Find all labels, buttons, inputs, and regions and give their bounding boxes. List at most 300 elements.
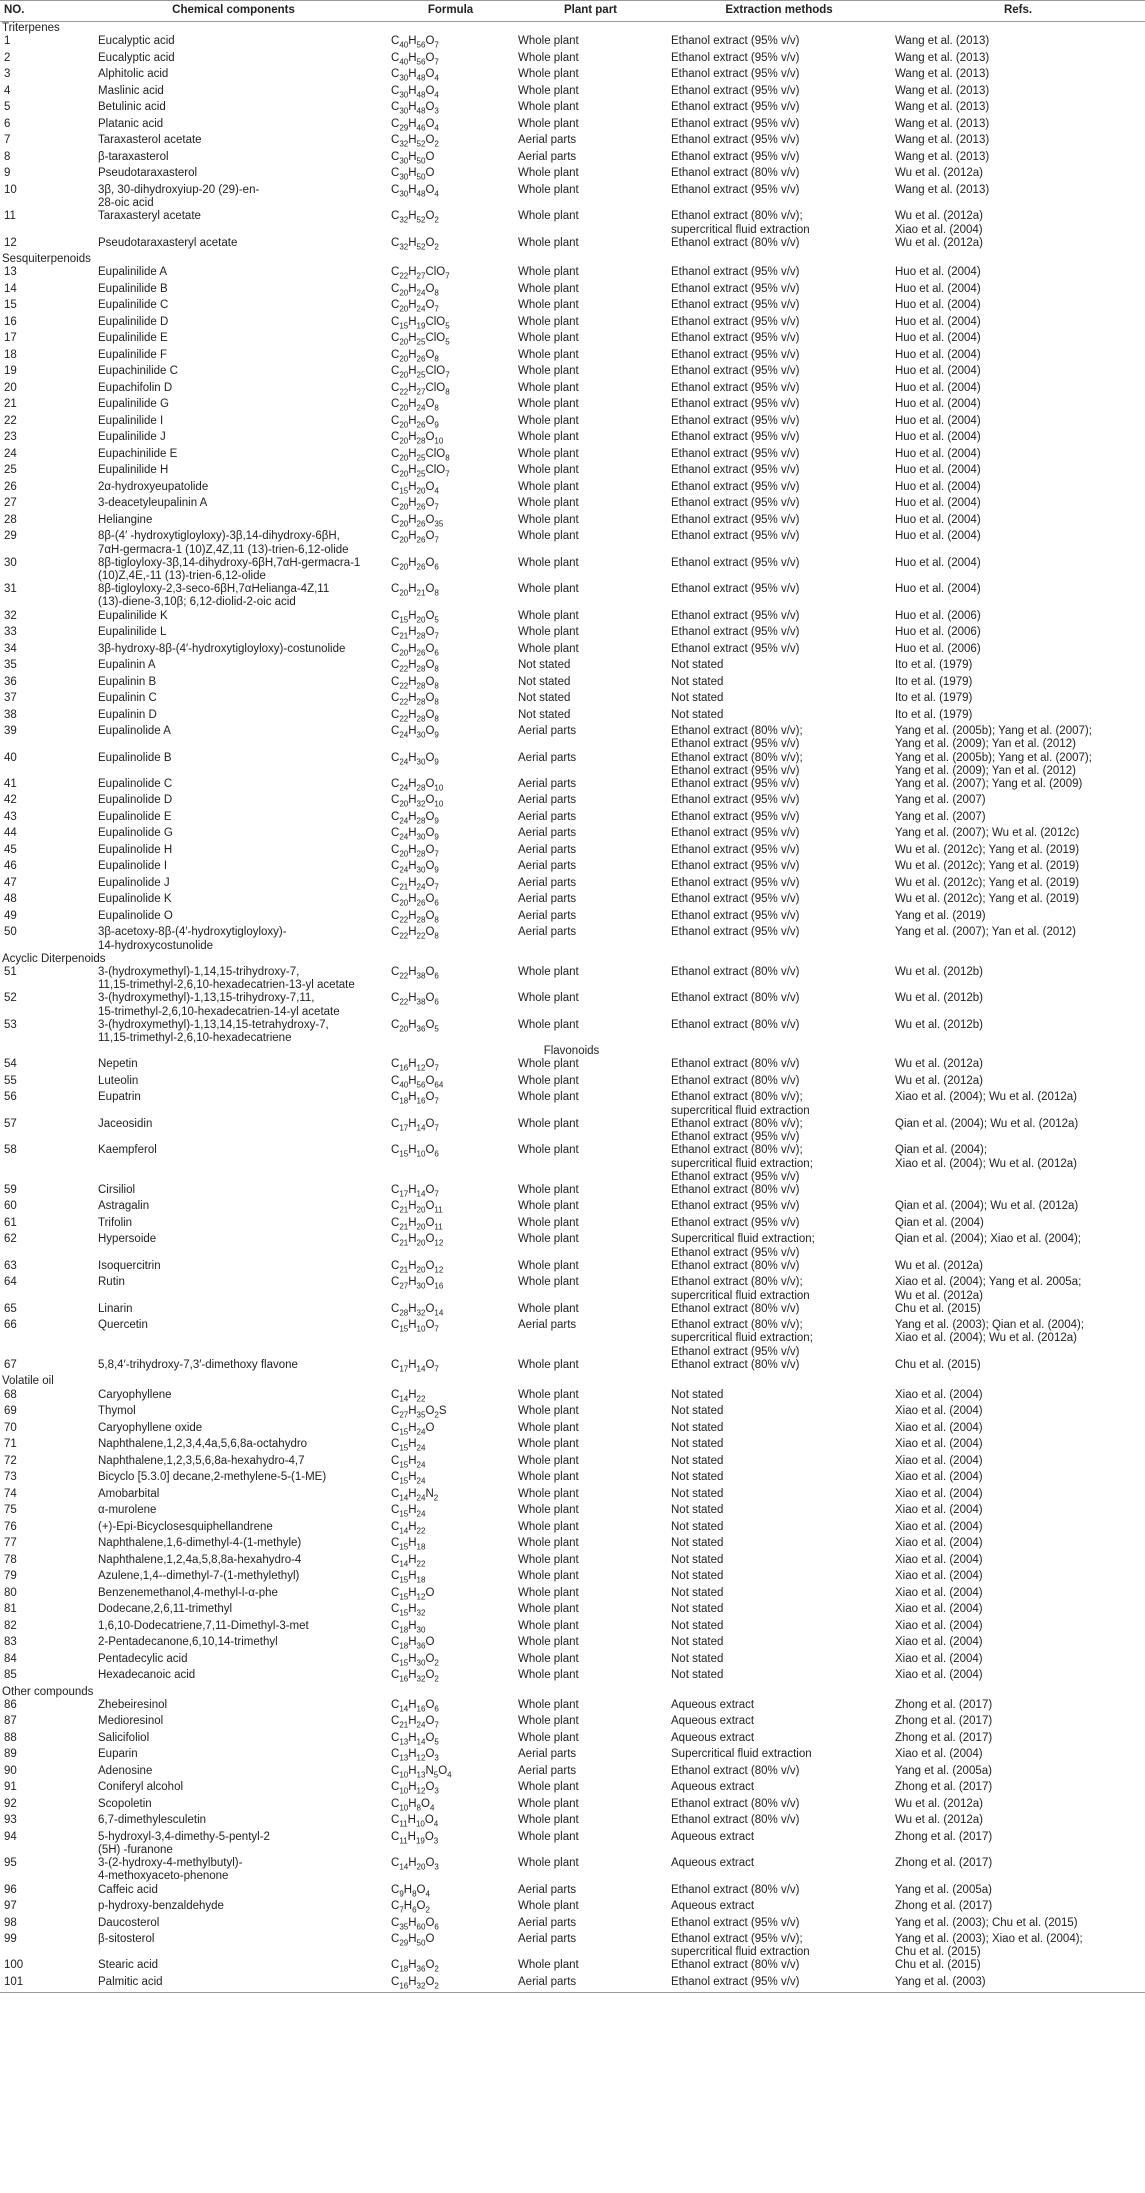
cell-extraction-method: Not stated (671, 1603, 724, 1616)
cell-extraction-method: Supercritical fluid extraction; Ethanol extract (95% v/v) (671, 1233, 815, 1259)
cell-extraction-method: Not stated (671, 1405, 724, 1418)
cell-plant-part: Whole plant (518, 1259, 579, 1272)
section-title: Triterpenes (2, 22, 60, 35)
cell-refs: Yang et al. (2007) (895, 794, 986, 807)
cell-refs: Wu et al. (2012c); Yang et al. (2019) (895, 893, 1080, 906)
table-row (0, 1959, 1145, 1976)
cell-no: 16 (4, 315, 17, 328)
table-row (0, 643, 1145, 660)
cell-no: 60 (4, 1200, 17, 1213)
table-row (0, 299, 1145, 316)
cell-extraction-method: Ethanol extract (95% v/v) (671, 480, 800, 493)
table-row (0, 1075, 1145, 1092)
cell-name: Eupatrin (98, 1091, 141, 1104)
cell-refs: Huo et al. (2004) (895, 332, 981, 345)
cell-name: Hypersoide (98, 1233, 157, 1246)
cell-formula: $C_{15}H_{24}$ (391, 1454, 426, 1469)
cell-name: Caffeic acid (98, 1883, 158, 1896)
table-row (0, 676, 1145, 693)
cell-extraction-method: Ethanol extract (95% v/v) (671, 497, 800, 510)
cell-plant-part: Whole plant (518, 1302, 579, 1315)
cell-no: 80 (4, 1586, 17, 1599)
table-row (0, 1857, 1145, 1883)
cell-extraction-method: Ethanol extract (95% v/v) (671, 84, 800, 97)
header-plant-part: Plant part (514, 1, 667, 22)
table-row (0, 1603, 1145, 1620)
cell-no: 65 (4, 1302, 17, 1315)
cell-name: Eupalinilide G (98, 398, 169, 411)
cell-refs: Qian et al. (2004); Xiao et al. (2004); Wu et al. (2012a) (895, 1144, 1077, 1170)
cell-formula: $C_{21}H_{20}O_{11}$ (391, 1200, 443, 1215)
cell-name: Eupalinin A (98, 659, 156, 672)
cell-refs: Wang et al. (2013) (895, 35, 990, 48)
cell-plant-part: Whole plant (518, 35, 579, 48)
table-row (0, 1781, 1145, 1798)
cell-plant-part: Not stated (518, 692, 571, 705)
cell-refs: Wang et al. (2013) (895, 150, 990, 163)
cell-name: Naphthalene,1,6-dimethyl-4-(1-methyle) (98, 1537, 302, 1550)
cell-extraction-method: Ethanol extract (95% v/v) (671, 117, 800, 130)
cell-no: 82 (4, 1619, 17, 1632)
cell-refs: Xiao et al. (2004) (895, 1652, 983, 1665)
cell-no: 13 (4, 266, 17, 279)
cell-no: 99 (4, 1933, 17, 1946)
cell-refs: Qian et al. (2004); Xiao et al. (2004); (895, 1233, 1082, 1246)
cell-extraction-method: Ethanol extract (95% v/v) (671, 134, 800, 147)
cell-extraction-method: Not stated (671, 1636, 724, 1649)
cell-name: Kaempferol (98, 1144, 157, 1157)
cell-extraction-method: Aqueous extract (671, 1830, 755, 1843)
cell-extraction-method: Ethanol extract (95% v/v) (671, 398, 800, 411)
cell-plant-part: Whole plant (518, 1520, 579, 1533)
cell-refs: Zhong et al. (2017) (895, 1857, 993, 1870)
section-row (0, 953, 1145, 966)
cell-formula: $C_{13}H_{12}O_3$ (391, 1748, 439, 1763)
cell-name: β-sitosterol (98, 1933, 155, 1946)
table-row (0, 68, 1145, 85)
cell-formula: $C_{20}H_{25}ClO_7$ (391, 365, 450, 380)
cell-plant-part: Whole plant (518, 299, 579, 312)
table-row (0, 497, 1145, 514)
cell-plant-part: Whole plant (518, 992, 579, 1005)
cell-plant-part: Whole plant (518, 530, 579, 543)
table-row (0, 1831, 1145, 1857)
cell-formula: $C_{10}H_8O_4$ (391, 1797, 435, 1813)
table-row (0, 1798, 1145, 1815)
cell-no: 52 (4, 992, 17, 1005)
cell-refs: Xiao et al. (2004) (895, 1537, 983, 1550)
cell-formula: $C_{20}H_{26}O_{35}$ (391, 513, 444, 529)
cell-refs: Wu et al. (2012c); Yang et al. (2019) (895, 860, 1080, 873)
cell-plant-part: Whole plant (518, 1018, 579, 1031)
cell-refs: Xiao et al. (2004) (895, 1471, 983, 1484)
table-row (0, 1276, 1145, 1302)
cell-plant-part: Whole plant (518, 398, 579, 411)
cell-refs: Yang et al. (2005b); Yang et al. (2007); Yang et al. (2009); Yan et al. (2012) (895, 751, 1092, 777)
cell-name: 3β-hydroxy-8β-(4′-hydroxytigloyloxy)-costunolide (98, 642, 346, 655)
cell-plant-part: Aerial parts (518, 843, 577, 856)
cell-refs: Xiao et al. (2004) (895, 1388, 983, 1401)
table-row (0, 1260, 1145, 1277)
cell-extraction-method: Not stated (671, 1669, 724, 1682)
cell-name: Eupalinilide F (98, 348, 168, 361)
cell-extraction-method: Supercritical fluid extraction (671, 1748, 812, 1761)
cell-extraction-method: Ethanol extract (95% v/v) (671, 150, 800, 163)
cell-extraction-method: Not stated (671, 1438, 724, 1451)
cell-no: 58 (4, 1144, 17, 1157)
cell-name: Eupalinilide L (98, 626, 167, 639)
cell-formula: $C_{14}H_{22}$ (391, 1520, 426, 1535)
cell-name: Platanic acid (98, 117, 164, 130)
cell-formula: $C_{15}H_{19}ClO_5$ (391, 315, 450, 331)
cell-plant-part: Whole plant (518, 1117, 579, 1130)
cell-plant-part: Whole plant (518, 101, 579, 114)
cell-plant-part: Not stated (518, 708, 571, 721)
cell-extraction-method: Ethanol extract (95% v/v) (671, 266, 800, 279)
cell-name: Naphthalene,1,2,4a,5,8,8a-hexahydro-4 (98, 1553, 302, 1566)
cell-plant-part: Whole plant (518, 1698, 579, 1711)
cell-name: Eupalinilide H (98, 464, 169, 477)
cell-no: 61 (4, 1216, 17, 1229)
cell-extraction-method: Not stated (671, 1537, 724, 1550)
cell-formula: $C_{10}H_{13}N_5O_4$ (391, 1764, 452, 1780)
cell-name: Astragalin (98, 1200, 150, 1213)
cell-name: Eupalinilide I (98, 414, 164, 427)
cell-extraction-method: Ethanol extract (95% v/v) (671, 315, 800, 328)
cell-extraction-method: Not stated (671, 1487, 724, 1500)
cell-plant-part: Whole plant (518, 1652, 579, 1665)
cell-extraction-method: Not stated (671, 1520, 724, 1533)
cell-refs: Wu et al. (2012a) (895, 167, 984, 180)
table-row (0, 237, 1145, 254)
cell-formula: $C_{21}H_{28}O_7$ (391, 626, 439, 641)
cell-formula: $C_{15}H_{12}O$ (391, 1586, 435, 1601)
table-row (0, 1422, 1145, 1439)
cell-formula: $C_{24}H_{30}O_9$ (391, 860, 439, 875)
cell-plant-part: Whole plant (518, 464, 579, 477)
cell-refs: Huo et al. (2004) (895, 480, 981, 493)
cell-no: 57 (4, 1117, 17, 1130)
table-row (0, 1488, 1145, 1505)
cell-plant-part: Whole plant (518, 497, 579, 510)
cell-plant-part: Aerial parts (518, 893, 577, 906)
cell-no: 50 (4, 926, 17, 939)
cell-name: β-taraxasterol (98, 150, 169, 163)
cell-no: 76 (4, 1520, 17, 1533)
cell-formula: $C_{14}H_{20}O_3$ (391, 1857, 439, 1872)
cell-extraction-method: Ethanol extract (95% v/v) (667, 1976, 891, 1993)
cell-refs: Xiao et al. (2004) (895, 1619, 983, 1632)
cell-extraction-method: Ethanol extract (80% v/v) (671, 167, 800, 180)
table-row (0, 1217, 1145, 1234)
cell-plant-part: Aerial parts (518, 1933, 577, 1946)
cell-plant-part: Whole plant (518, 348, 579, 361)
section-row (0, 1375, 1145, 1388)
cell-extraction-method: Aqueous extract (671, 1698, 755, 1711)
cell-refs: Chu et al. (2015) (895, 1302, 981, 1315)
cell-refs: Wu et al. (2012a) (895, 1259, 984, 1272)
cell-formula: $C_{20}H_{21}O_8$ (391, 583, 439, 598)
cell-formula: $C_{15}H_{24}$ (391, 1438, 426, 1453)
cell-plant-part: Whole plant (518, 1200, 579, 1213)
cell-refs: Huo et al. (2004) (895, 583, 981, 596)
cell-formula: $C_{15}H_{18}$ (391, 1537, 426, 1552)
cell-formula: $C_{20}H_{26}O_7$ (391, 497, 439, 512)
cell-extraction-method: Ethanol extract (95% v/v) (671, 68, 800, 81)
table-row (0, 709, 1145, 726)
cell-formula: $C_{30}H_{48}O_3$ (391, 101, 439, 116)
cell-extraction-method: Ethanol extract (95% v/v) (671, 810, 800, 823)
cell-plant-part: Whole plant (518, 1058, 579, 1071)
cell-plant-part: Whole plant (518, 51, 579, 64)
cell-plant-part: Whole plant (518, 167, 579, 180)
cell-extraction-method: Not stated (671, 1619, 724, 1632)
cell-plant-part: Aerial parts (518, 1916, 577, 1929)
cell-formula: $C_{24}H_{30}O_9$ (391, 725, 439, 740)
table-row (0, 151, 1145, 168)
cell-no: 66 (4, 1319, 17, 1332)
cell-no: 55 (4, 1074, 17, 1087)
cell-extraction-method: Ethanol extract (95% v/v) (671, 893, 800, 906)
cell-formula: $C_{10}H_{12}O_3$ (391, 1781, 439, 1796)
cell-formula: $C_{27}H_{35}O_2S$ (391, 1405, 447, 1420)
cell-no: 85 (4, 1669, 17, 1682)
cell-refs: Huo et al. (2004) (895, 414, 981, 427)
cell-no: 77 (4, 1537, 17, 1550)
cell-no: 91 (4, 1781, 17, 1794)
cell-name: Thymol (98, 1405, 136, 1418)
table-row (0, 332, 1145, 349)
cell-plant-part: Aerial parts (518, 860, 577, 873)
cell-formula: $C_{22}H_{28}O_8$ (391, 708, 439, 723)
table-row (0, 1715, 1145, 1732)
cell-formula: $C_{18}H_{16}O_7$ (391, 1091, 439, 1106)
cell-formula: $C_{20}H_{25}ClO_5$ (391, 332, 450, 347)
cell-name: 3-(hydroxymethyl)-1,13,14,15-tetrahydroxy-7, 11,15-trimethyl-2,6,10-hexadecatriene (98, 1018, 329, 1045)
cell-plant-part: Whole plant (518, 68, 579, 81)
cell-extraction-method: Ethanol extract (80% v/v); Ethanol extract (95% v/v) (671, 1117, 803, 1144)
table-row (0, 1900, 1145, 1917)
table-row (0, 811, 1145, 828)
cell-no: 26 (4, 480, 17, 493)
cell-name: 6,7-dimethylesculetin (98, 1814, 207, 1827)
table-row (0, 1058, 1145, 1075)
table-row (0, 365, 1145, 382)
cell-refs: Qian et al. (2004) (895, 1216, 984, 1229)
cell-refs: Zhong et al. (2017) (895, 1830, 993, 1843)
cell-extraction-method: Not stated (671, 1570, 724, 1583)
section-row (0, 1686, 1145, 1699)
cell-name: Alphitolic acid (98, 68, 169, 81)
table-row (0, 134, 1145, 151)
cell-formula: $C_{21}H_{24}O_7$ (391, 1715, 439, 1730)
cell-refs: Ito et al. (1979) (895, 659, 973, 672)
cell-formula: $C_{18}H_{30}$ (391, 1619, 426, 1634)
table-row (0, 926, 1145, 952)
cell-refs: Wang et al. (2013) (895, 117, 990, 130)
cell-refs: Huo et al. (2004) (895, 381, 981, 394)
table-row (0, 1933, 1145, 1959)
table-row (0, 1521, 1145, 1538)
table-row (0, 827, 1145, 844)
table-row (0, 349, 1145, 366)
cell-extraction-method: Ethanol extract (95% v/v); supercritical fluid extraction (671, 1933, 810, 1959)
cell-no: 67 (4, 1358, 17, 1371)
cell-plant-part: Whole plant (518, 966, 579, 979)
cell-extraction-method: Aqueous extract (671, 1731, 755, 1744)
cell-name: Benzenemethanol,4-methyl-l-α-phe (98, 1586, 278, 1599)
header-no: NO. (0, 1, 80, 22)
cell-refs: Wu et al. (2012a) (895, 1074, 984, 1087)
cell-no: 12 (4, 236, 17, 249)
cell-extraction-method: Ethanol extract (95% v/v) (671, 909, 800, 922)
cell-no: 62 (4, 1233, 17, 1246)
cell-plant-part: Whole plant (518, 1454, 579, 1467)
cell-refs: Xiao et al. (2004) (895, 1669, 983, 1682)
table-row (0, 1319, 1145, 1359)
cell-name: Luteolin (98, 1074, 139, 1087)
cell-no: 89 (4, 1748, 17, 1761)
cell-formula: $C_{18}H_{36}O_2$ (391, 1959, 439, 1974)
cell-formula: $C_{15}H_{30}O_2$ (391, 1652, 439, 1667)
cell-formula: $C_{14}H_{22}$ (391, 1388, 426, 1403)
table-row (0, 184, 1145, 210)
cell-extraction-method: Ethanol extract (95% v/v) (671, 365, 800, 378)
table-row (0, 210, 1145, 236)
cell-extraction-method: Ethanol extract (95% v/v) (671, 860, 800, 873)
cell-name: Bicyclo [5.3.0] decane,2-methylene-5-(1-ME) (98, 1471, 327, 1484)
cell-name: Eupalinolide I (98, 860, 168, 873)
cell-no: 14 (4, 282, 17, 295)
cell-no: 84 (4, 1652, 17, 1665)
cell-formula: $C_{20}H_{36}O_5$ (391, 1018, 439, 1034)
cell-formula: $C_{20}H_{26}O_9$ (391, 414, 439, 430)
cell-plant-part: Whole plant (518, 236, 579, 249)
table-row (0, 1653, 1145, 1670)
cell-formula: $C_{30}H_{50}O$ (391, 167, 435, 182)
cell-refs: Zhong et al. (2017) (895, 1900, 993, 1913)
cell-extraction-method: Not stated (671, 659, 724, 672)
cell-no: 30 (4, 556, 17, 569)
header-formula: Formula (387, 1, 514, 22)
table-row (0, 1636, 1145, 1653)
cell-formula: $C_{15}H_{32}$ (391, 1603, 426, 1618)
cell-name: Pseudotaraxasterol (98, 167, 198, 180)
cell-plant-part: Aerial parts (518, 150, 577, 163)
cell-plant-part: Aerial parts (518, 926, 577, 939)
table-body (0, 22, 1145, 1993)
cell-plant-part: Whole plant (518, 1421, 579, 1434)
cell-name: 8β-(4′ -hydroxytigloyloxy)-3β,14-dihydroxy-6βH, 7αH-germacra-1 (10)Z,4Z,11 (13)-trien-6,12-olide (98, 530, 349, 556)
table-row (0, 1976, 1145, 1993)
cell-extraction-method: Ethanol extract (80% v/v) (671, 1814, 800, 1827)
cell-plant-part: Whole plant (518, 84, 579, 97)
cell-name: 3β, 30-dihydroxyiup-20 (29)-en- 28-oic acid (98, 183, 260, 210)
cell-refs: Wu et al. (2012b) (895, 1018, 984, 1031)
cell-extraction-method: Ethanol extract (80% v/v) (671, 966, 800, 979)
section-row (0, 22, 1145, 36)
cell-formula: $C_{22}H_{28}O_8$ (391, 659, 439, 674)
cell-refs: Xiao et al. (2004) (895, 1570, 983, 1583)
cell-no: 17 (4, 332, 17, 345)
cell-no: 27 (4, 497, 17, 510)
cell-extraction-method: Ethanol extract (95% v/v) (671, 282, 800, 295)
cell-plant-part: Whole plant (518, 583, 579, 596)
cell-refs: Wu et al. (2012b) (895, 966, 984, 979)
cell-refs: Xiao et al. (2004) (895, 1636, 983, 1649)
cell-no: 94 (4, 1830, 17, 1843)
cell-plant-part: Whole plant (518, 1276, 579, 1289)
cell-extraction-method: Ethanol extract (80% v/v) (671, 1302, 800, 1315)
cell-name: Eupalinolide B (98, 751, 172, 764)
cell-no: 79 (4, 1570, 17, 1583)
cell-name: 5-hydroxyl-3,4-dimethy-5-pentyl-2 (5H) -furanone (98, 1830, 270, 1856)
table-row (0, 266, 1145, 283)
cell-no: 100 (4, 1959, 24, 1972)
table-row (0, 1471, 1145, 1488)
cell-plant-part: Aerial parts (518, 751, 577, 764)
cell-formula: $C_{22}H_{38}O_6$ (391, 992, 439, 1007)
cell-formula: $C_{21}H_{20}O_{12}$ (391, 1259, 444, 1275)
table-row (0, 910, 1145, 927)
cell-extraction-method: Not stated (671, 692, 724, 705)
cell-extraction-method: Ethanol extract (95% v/v) (671, 101, 800, 114)
cell-refs: Qian et al. (2004); Wu et al. (2012a) (895, 1200, 1079, 1213)
table-row (0, 860, 1145, 877)
cell-no: 72 (4, 1454, 17, 1467)
cell-plant-part: Whole plant (518, 1900, 579, 1913)
cell-plant-part: Whole plant (518, 1959, 579, 1972)
cell-extraction-method: Not stated (671, 1586, 724, 1599)
cell-extraction-method: Ethanol extract (95% v/v) (671, 414, 800, 427)
cell-no: 54 (4, 1058, 17, 1071)
cell-formula: $C_{15}H_{10}O_7$ (391, 1319, 439, 1334)
cell-refs: Xiao et al. (2004) (895, 1438, 983, 1451)
cell-formula: $C_{15}H_{20}O_4$ (391, 480, 439, 496)
cell-refs: Wu et al. (2012a) Xiao et al. (2004) (895, 210, 984, 236)
cell-refs: Xiao et al. (2004) (895, 1520, 983, 1533)
cell-name: Stearic acid (98, 1959, 159, 1972)
cell-refs: Wang et al. (2013) (895, 84, 990, 97)
cell-formula: $C_{28}H_{32}O_{14}$ (391, 1302, 444, 1318)
cell-extraction-method: Ethanol extract (80% v/v); supercritical fluid extraction (671, 1091, 810, 1117)
section-row (0, 1045, 1145, 1058)
cell-name: Linarin (98, 1302, 133, 1315)
section-title: Volatile oil (2, 1375, 54, 1388)
cell-extraction-method: Ethanol extract (95% v/v) (671, 299, 800, 312)
cell-no: 4 (4, 84, 11, 97)
cell-extraction-method: Ethanol extract (80% v/v); supercritical fluid extraction; Ethanol extract (95% v/v) (671, 1144, 813, 1183)
cell-no: 59 (4, 1183, 17, 1196)
cell-name: Eupalinolide G (98, 827, 173, 840)
cell-no: 24 (4, 447, 17, 460)
cell-formula: $C_{22}H_{27}ClO_8$ (391, 381, 450, 397)
cell-name: Eupalinilide D (98, 315, 169, 328)
cell-formula: $C_{22}H_{27}ClO_7$ (391, 266, 450, 281)
table-row (0, 1091, 1145, 1117)
cell-name: Eupalinolide O (98, 909, 173, 922)
cell-plant-part: Whole plant (518, 1144, 579, 1157)
cell-formula: $C_{24}H_{28}O_9$ (391, 810, 439, 826)
cell-refs: Chu et al. (2015) (895, 1358, 981, 1371)
cell-no: 75 (4, 1504, 17, 1517)
table-row (0, 35, 1145, 52)
table-row (0, 530, 1145, 556)
cell-refs: Wu et al. (2012a) (895, 236, 984, 249)
cell-extraction-method: Ethanol extract (80% v/v); Ethanol extract (95% v/v) (671, 725, 803, 751)
table-row (0, 778, 1145, 795)
cell-extraction-method: Not stated (671, 1471, 724, 1484)
